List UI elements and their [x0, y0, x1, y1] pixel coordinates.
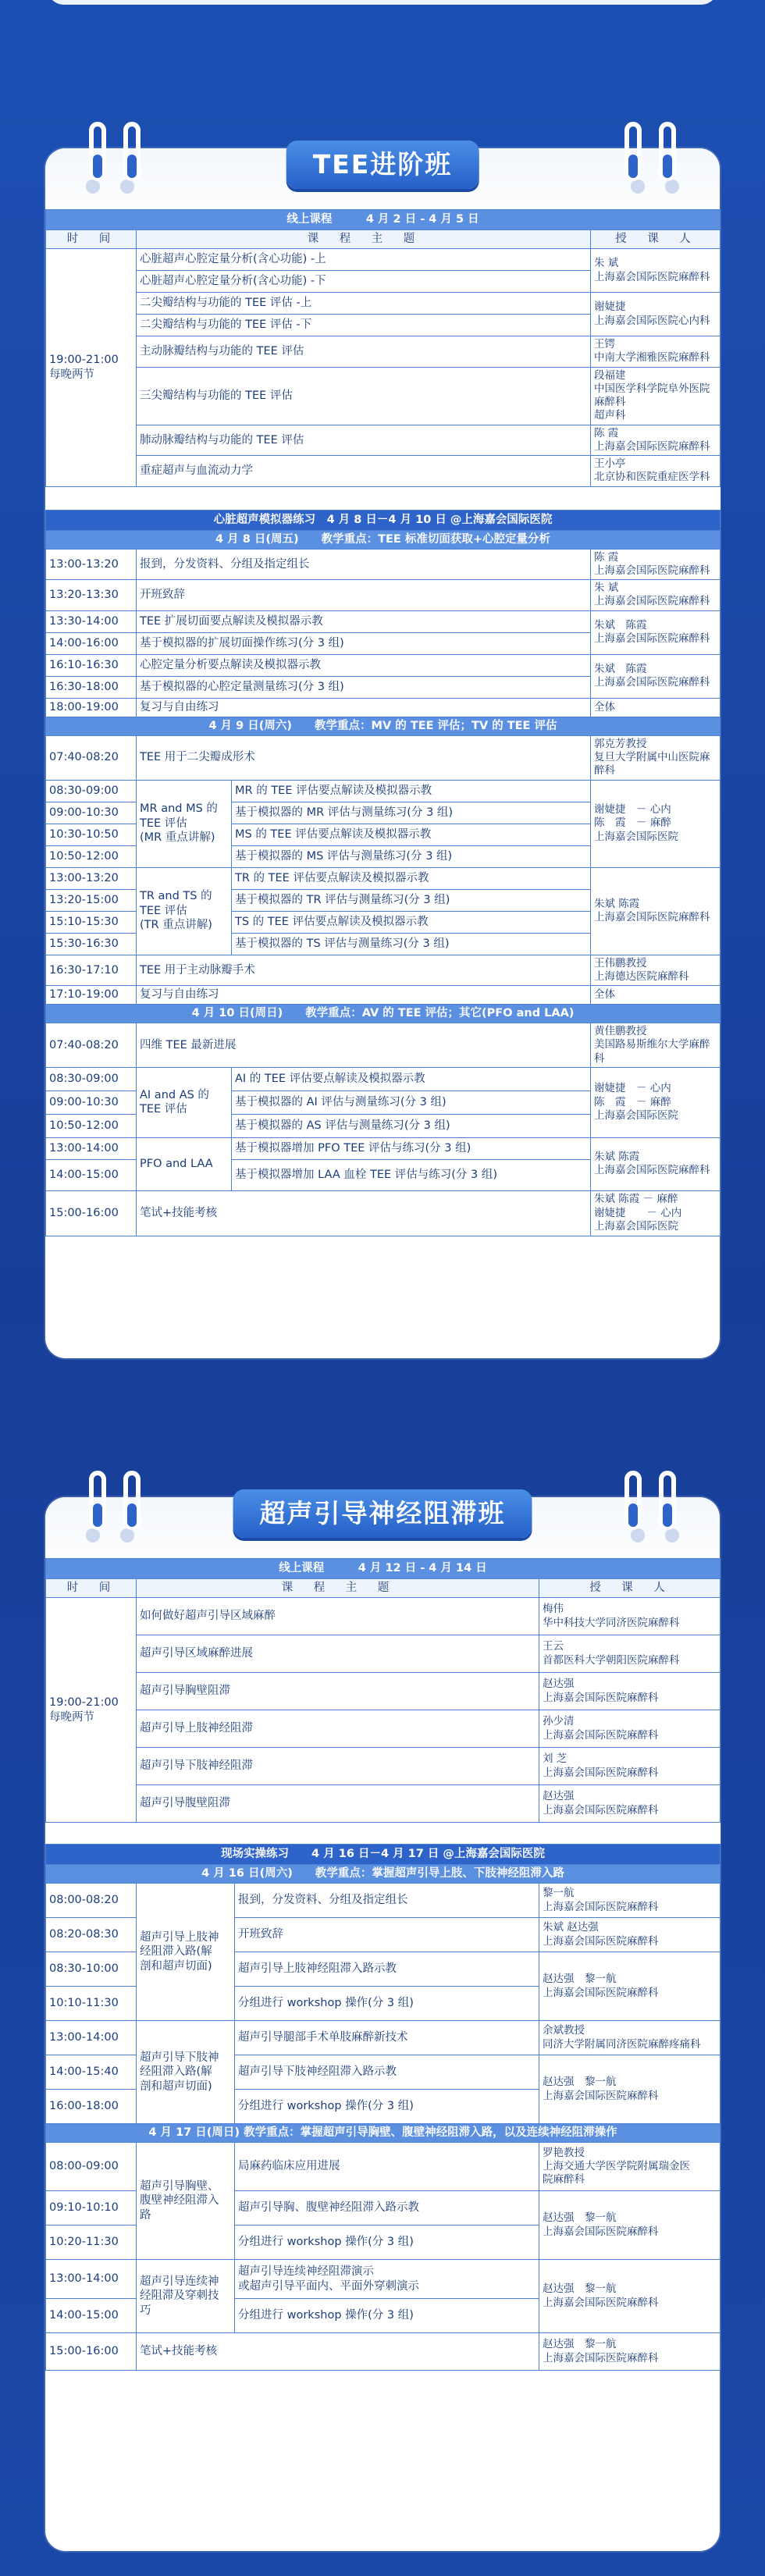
online-time-slot: 19:00-21:00 每晚两节	[46, 249, 137, 487]
binder-ring-icon	[123, 122, 141, 181]
module-label: PFO and LAA	[137, 1137, 232, 1190]
day-bar: 4 月 16 日(周六) 教学重点：掌握超声引导上肢、下肢神经阻滞入路	[46, 1865, 721, 1884]
speaker-cell: 陈 霞 上海嘉会国际医院麻醉科	[591, 549, 721, 580]
table-row	[46, 367, 721, 425]
table-row	[46, 1785, 721, 1823]
time-cell: 16:00-18:00	[46, 2090, 137, 2124]
header-time: 时 间	[46, 1579, 137, 1598]
hdr-row	[46, 230, 721, 249]
bar-row	[46, 530, 721, 549]
time-cell: 14:00-15:40	[46, 2055, 137, 2090]
binder-ring-icon	[89, 122, 106, 181]
binder-ring-icon	[624, 1471, 642, 1530]
bar-row	[46, 2124, 721, 2143]
gap-row	[46, 1823, 721, 1845]
table-row	[46, 1673, 721, 1710]
time-cell: 08:30-10:00	[46, 1952, 137, 1987]
topic-cell: AI 的 TEE 评估要点解读及模拟器示教	[232, 1067, 591, 1091]
binder-ring-icon	[624, 122, 642, 181]
topic-cell: 基于模拟器的心腔定量测量练习(分 3 组)	[137, 676, 591, 698]
topic-cell: 基于模拟器的 AS 评估与测量练习(分 3 组)	[232, 1114, 591, 1137]
topic-cell: 基于模拟器的 MR 评估与测量练习(分 3 组)	[232, 802, 591, 824]
speaker-cell: 赵达强 黎一航 上海嘉会国际医院麻醉科	[539, 2191, 721, 2260]
binder-ring-icon	[123, 1471, 141, 1530]
time-cell: 08:30-09:00	[46, 780, 137, 802]
time-cell: 14:00-15:00	[46, 2299, 137, 2333]
table-row	[46, 2143, 721, 2191]
topic-cell: 分组进行 workshop 操作(分 3 组)	[235, 2226, 539, 2260]
speaker-cell: 朱斌 陈霞 上海嘉会国际医院麻醉科	[591, 610, 721, 654]
time-cell: 10:30-10:50	[46, 824, 137, 845]
topic-cell: MR 的 TEE 评估要点解读及模拟器示教	[232, 780, 591, 802]
binder-ring-icon	[659, 1471, 676, 1530]
time-cell: 08:00-08:20	[46, 1884, 137, 1918]
speaker-cell: 刘 芝 上海嘉会国际医院麻醉科	[539, 1748, 721, 1785]
time-cell: 16:10-16:30	[46, 654, 137, 676]
topic-cell: 基于模拟器的 TS 评估与测量练习(分 3 组)	[232, 933, 591, 955]
topic-cell: 肺动脉瓣结构与功能的 TEE 评估	[137, 425, 591, 456]
topic-cell: 复习与自由练习	[137, 698, 591, 717]
speaker-cell: 陈 霞 上海嘉会国际医院麻醉科	[591, 425, 721, 456]
table-row	[46, 293, 721, 315]
table-row	[46, 425, 721, 456]
speaker-cell: 段福建 中国医学科学院阜外医院麻醉科 超声科	[591, 367, 721, 425]
topic-cell: 开班致辞	[235, 1918, 539, 1952]
bar-row	[46, 210, 721, 230]
topic-cell: 超声引导下肢神经阻滞	[137, 1748, 539, 1785]
topic-cell: 超声引导连续神经阻滞演示 或超声引导平面内、平面外穿刺演示	[235, 2260, 539, 2299]
header-topic: 课 程 主 题	[137, 230, 591, 249]
topic-cell: TEE 用于二尖瓣成形术	[137, 735, 591, 780]
time-cell: 13:00-14:00	[46, 2021, 137, 2055]
speaker-cell: 朱 斌 上海嘉会国际医院麻醉科	[591, 249, 721, 293]
table-row	[46, 456, 721, 487]
bar2-row	[46, 1845, 721, 1865]
topic-cell: TR 的 TEE 评估要点解读及模拟器示教	[232, 867, 591, 889]
topic-cell: 分组进行 workshop 操作(分 3 组)	[235, 2090, 539, 2124]
module-label: 超声引导上肢神 经阻滞入路(解 剖和超声切面)	[137, 1884, 235, 2021]
topic-cell: TEE 扩展切面要点解读及模拟器示教	[137, 610, 591, 632]
time-cell: 10:50-12:00	[46, 845, 137, 867]
speaker-cell: 赵达强 上海嘉会国际医院麻醉科	[539, 1673, 721, 1710]
day-bar: 4 月 10 日(周日) 教学重点：AV 的 TEE 评估；其它(PFO and LAA)	[46, 1005, 721, 1023]
online-course-bar: 线上课程 4 月 12 日 - 4 月 14 日	[46, 1559, 721, 1579]
nerve-block-course-card	[45, 1497, 720, 2551]
simulator-practice-bar: 心脏超声模拟器练习 4 月 8 日－4 月 10 日 @上海嘉会国际医院	[46, 510, 721, 530]
topic-cell: 报到，分发资料、分组及指定组长	[137, 549, 591, 580]
topic-cell: 超声引导腿部手术单肢麻醉新技术	[235, 2021, 539, 2055]
time-cell: 09:00-10:30	[46, 1091, 137, 1114]
time-cell: 10:20-11:30	[46, 2226, 137, 2260]
topic-cell: 心脏超声心腔定量分析(含心功能) -上	[137, 249, 591, 271]
tee-schedule-table	[45, 209, 721, 1236]
table-row	[46, 1190, 721, 1236]
topic-cell: 基于模拟器的 TR 评估与测量练习(分 3 组)	[232, 889, 591, 911]
time-cell: 13:00-14:00	[46, 2260, 137, 2299]
speaker-cell: 孙少清 上海嘉会国际医院麻醉科	[539, 1710, 721, 1748]
topic-cell: 心腔定量分析要点解读及模拟器示教	[137, 654, 591, 676]
topic-cell: 超声引导腹壁阻滞	[137, 1785, 539, 1823]
time-cell: 13:00-13:20	[46, 549, 137, 580]
module-label: 超声引导连续神 经阻滞及穿刺技 巧	[137, 2260, 235, 2333]
binder-ring-icon	[659, 122, 676, 181]
speaker-cell: 全体	[591, 986, 721, 1005]
day-bar: 4 月 17 日(周日) 教学重点：掌握超声引导胸壁、腹壁神经阻滞入路，以及连续神经阻滞操作	[46, 2124, 721, 2143]
bar-row	[46, 1005, 721, 1023]
time-cell: 10:10-11:30	[46, 1987, 137, 2021]
speaker-cell: 朱斌 陈霞 上海嘉会国际医院麻醉科	[591, 867, 721, 955]
topic-cell: 二尖瓣结构与功能的 TEE 评估 -上	[137, 293, 591, 315]
speaker-cell: 赵达强 上海嘉会国际医院麻醉科	[539, 1785, 721, 1823]
topic-cell: 超声引导上肢神经阻滞入路示教	[235, 1952, 539, 1987]
time-cell: 13:30-14:00	[46, 610, 137, 632]
topic-cell: 报到，分发资料、分组及指定组长	[235, 1884, 539, 1918]
table-row	[46, 2333, 721, 2371]
time-cell: 15:00-16:00	[46, 1190, 137, 1236]
speaker-cell: 朱斌 陈霞 上海嘉会国际医院麻醉科	[591, 1137, 721, 1190]
module-label: MR and MS 的 TEE 评估 (MR 重点讲解)	[137, 780, 232, 867]
time-cell: 13:00-14:00	[46, 1137, 137, 1159]
module-label: 超声引导下肢神 经阻滞入路(解 剖和超声切面)	[137, 2021, 235, 2124]
topic-cell: 四维 TEE 最新进展	[137, 1023, 591, 1068]
table-row	[46, 1137, 721, 1159]
time-cell: 13:20-13:30	[46, 580, 137, 611]
table-row	[46, 1067, 721, 1091]
topic-cell: 分组进行 workshop 操作(分 3 组)	[235, 1987, 539, 2021]
speaker-cell: 赵达强 黎一航 上海嘉会国际医院麻醉科	[539, 2260, 721, 2333]
day-bar: 4 月 9 日(周六) 教学重点：MV 的 TEE 评估；TV 的 TEE 评估	[46, 717, 721, 735]
table-row	[46, 1598, 721, 1635]
table-row	[46, 955, 721, 986]
bar-row	[46, 717, 721, 735]
table-row	[46, 780, 721, 802]
time-cell: 08:00-09:00	[46, 2143, 137, 2191]
speaker-cell: 朱斌 赵达强 上海嘉会国际医院麻醉科	[539, 1918, 721, 1952]
spacer	[46, 486, 721, 510]
topic-cell: 超声引导胸壁阻滞	[137, 1673, 539, 1710]
time-cell: 07:40-08:20	[46, 735, 137, 780]
topic-cell: MS 的 TEE 评估要点解读及模拟器示教	[232, 824, 591, 845]
tee-title-ribbon: TEE进阶班	[286, 141, 479, 189]
time-cell: 15:30-16:30	[46, 933, 137, 955]
header-time: 时 间	[46, 230, 137, 249]
binder-ring-icon	[89, 1471, 106, 1530]
table-row	[46, 986, 721, 1005]
online-time-slot: 19:00-21:00 每晚两节	[46, 1598, 137, 1823]
topic-cell: 主动脉瓣结构与功能的 TEE 评估	[137, 336, 591, 368]
speaker-cell: 赵达强 黎一航 上海嘉会国际医院麻醉科	[539, 1952, 721, 2021]
bar-row	[46, 1865, 721, 1884]
spacer	[46, 1823, 721, 1845]
bar-row	[46, 1559, 721, 1579]
speaker-cell: 赵达强 黎一航 上海嘉会国际医院麻醉科	[539, 2055, 721, 2124]
topic-cell: TEE 用于主动脉瓣手术	[137, 955, 591, 986]
speaker-cell: 罗艳教授 上海交通大学医学院附属瑞金医 院麻醉科	[539, 2143, 721, 2191]
topic-cell: 基于模拟器增加 LAA 血栓 TEE 评估与练习(分 3 组)	[232, 1159, 591, 1190]
topic-cell: 超声引导胸、腹壁神经阻滞入路示教	[235, 2191, 539, 2226]
speaker-cell: 朱斌 陈霞 上海嘉会国际医院麻醉科	[591, 654, 721, 698]
time-cell: 09:00-10:30	[46, 802, 137, 824]
module-label: AI and AS 的 TEE 评估	[137, 1067, 232, 1137]
speaker-cell: 全体	[591, 698, 721, 717]
speaker-cell: 余斌教授 同济大学附属同济医院麻醉疼痛科	[539, 2021, 721, 2055]
module-label: TR and TS 的 TEE 评估 (TR 重点讲解)	[137, 867, 232, 955]
table-row	[46, 549, 721, 580]
header-speaker: 授 课 人	[539, 1579, 721, 1598]
time-cell: 18:00-19:00	[46, 698, 137, 717]
speaker-cell: 郭克芳教授 复旦大学附属中山医院麻醉科	[591, 735, 721, 780]
table-row	[46, 610, 721, 632]
speaker-cell: 王伟鹏教授 上海德达医院麻醉科	[591, 955, 721, 986]
topic-cell: 笔试+技能考核	[137, 2333, 539, 2371]
topic-cell: 心脏超声心腔定量分析(含心功能) -下	[137, 271, 591, 293]
table-row	[46, 735, 721, 780]
table-row	[46, 867, 721, 889]
table-row	[46, 698, 721, 717]
topic-cell: 重症超声与血流动力学	[137, 456, 591, 487]
time-cell: 16:30-18:00	[46, 676, 137, 698]
time-cell: 13:00-13:20	[46, 867, 137, 889]
time-cell: 14:00-16:00	[46, 632, 137, 654]
table-row	[46, 2021, 721, 2055]
topic-cell: 复习与自由练习	[137, 986, 591, 1005]
speaker-cell: 谢婕捷 － 心内 陈 霞 － 麻醉 上海嘉会国际医院	[591, 1067, 721, 1137]
speaker-cell: 谢婕捷 － 心内 陈 霞 － 麻醉 上海嘉会国际医院	[591, 780, 721, 867]
table-row	[46, 1023, 721, 1068]
table-row	[46, 1748, 721, 1785]
table-row	[46, 336, 721, 368]
hdr-row	[46, 1579, 721, 1598]
bar2-row	[46, 510, 721, 530]
time-cell: 13:20-15:00	[46, 889, 137, 911]
topic-cell: 局麻药临床应用进展	[235, 2143, 539, 2191]
day-bar: 4 月 8 日(周五) 教学重点：TEE 标准切面获取+心腔定量分析	[46, 530, 721, 549]
topic-cell: TS 的 TEE 评估要点解读及模拟器示教	[232, 911, 591, 933]
nerve-schedule-table	[45, 1558, 721, 2371]
table-row	[46, 1635, 721, 1673]
topic-cell: 基于模拟器的 MS 评估与测量练习(分 3 组)	[232, 845, 591, 867]
table-row	[46, 580, 721, 611]
time-cell: 08:20-08:30	[46, 1918, 137, 1952]
module-label: 超声引导胸壁、 腹壁神经阻滞入 路	[137, 2143, 235, 2260]
speaker-cell: 王小亭 北京协和医院重症医学科	[591, 456, 721, 487]
speaker-cell: 梅伟 华中科技大学同济医院麻醉科	[539, 1598, 721, 1635]
topic-cell: 如何做好超声引导区域麻醉	[137, 1598, 539, 1635]
topic-cell: 二尖瓣结构与功能的 TEE 评估 -下	[137, 315, 591, 336]
topic-cell: 三尖瓣结构与功能的 TEE 评估	[137, 367, 591, 425]
topic-cell: 基于模拟器的 AI 评估与测量练习(分 3 组)	[232, 1091, 591, 1114]
topic-cell: 分组进行 workshop 操作(分 3 组)	[235, 2299, 539, 2333]
topic-cell: 超声引导下肢神经阻滞入路示教	[235, 2055, 539, 2090]
speaker-cell: 黄佳鹏教授 美国路易斯维尔大学麻醉科	[591, 1023, 721, 1068]
table-row	[46, 2260, 721, 2299]
time-cell: 07:40-08:20	[46, 1023, 137, 1068]
table-row	[46, 249, 721, 271]
speaker-cell: 朱斌 陈霞 － 麻醉 谢婕捷 － 心内 上海嘉会国际医院	[591, 1190, 721, 1236]
header-topic: 课 程 主 题	[137, 1579, 539, 1598]
topic-cell: 基于模拟器的扩展切面操作练习(分 3 组)	[137, 632, 591, 654]
time-cell: 09:10-10:10	[46, 2191, 137, 2226]
topic-cell: 超声引导上肢神经阻滞	[137, 1710, 539, 1748]
previous-card-edge	[47, 0, 718, 5]
table-row	[46, 1884, 721, 1918]
tee-course-card	[45, 148, 720, 1358]
topic-cell: 开班致辞	[137, 580, 591, 611]
time-cell: 15:00-16:00	[46, 2333, 137, 2371]
time-cell: 08:30-09:00	[46, 1067, 137, 1091]
speaker-cell: 谢婕捷 上海嘉会国际医院心内科	[591, 293, 721, 336]
speaker-cell: 王锷 中南大学湘雅医院麻醉科	[591, 336, 721, 368]
live-practice-bar: 现场实操练习 4 月 16 日－4 月 17 日 @上海嘉会国际医院	[46, 1845, 721, 1865]
time-cell: 17:10-19:00	[46, 986, 137, 1005]
time-cell: 14:00-15:00	[46, 1159, 137, 1190]
speaker-cell: 王云 首都医科大学朝阳医院麻醉科	[539, 1635, 721, 1673]
nerve-title-ribbon: 超声引导神经阻滞班	[233, 1489, 532, 1538]
speaker-cell: 赵达强 黎一航 上海嘉会国际医院麻醉科	[539, 2333, 721, 2371]
time-cell: 16:30-17:10	[46, 955, 137, 986]
topic-cell: 笔试+技能考核	[137, 1190, 591, 1236]
speaker-cell: 朱 斌 上海嘉会国际医院麻醉科	[591, 580, 721, 611]
gap-row	[46, 486, 721, 510]
table-row	[46, 1710, 721, 1748]
time-cell: 15:10-15:30	[46, 911, 137, 933]
topic-cell: 超声引导区域麻醉进展	[137, 1635, 539, 1673]
speaker-cell: 黎一航 上海嘉会国际医院麻醉科	[539, 1884, 721, 1918]
time-cell: 10:50-12:00	[46, 1114, 137, 1137]
header-speaker: 授 课 人	[591, 230, 721, 249]
topic-cell: 基于模拟器增加 PFO TEE 评估与练习(分 3 组)	[232, 1137, 591, 1159]
table-row	[46, 654, 721, 676]
online-course-bar: 线上课程 4 月 2 日 - 4 月 5 日	[46, 210, 721, 230]
